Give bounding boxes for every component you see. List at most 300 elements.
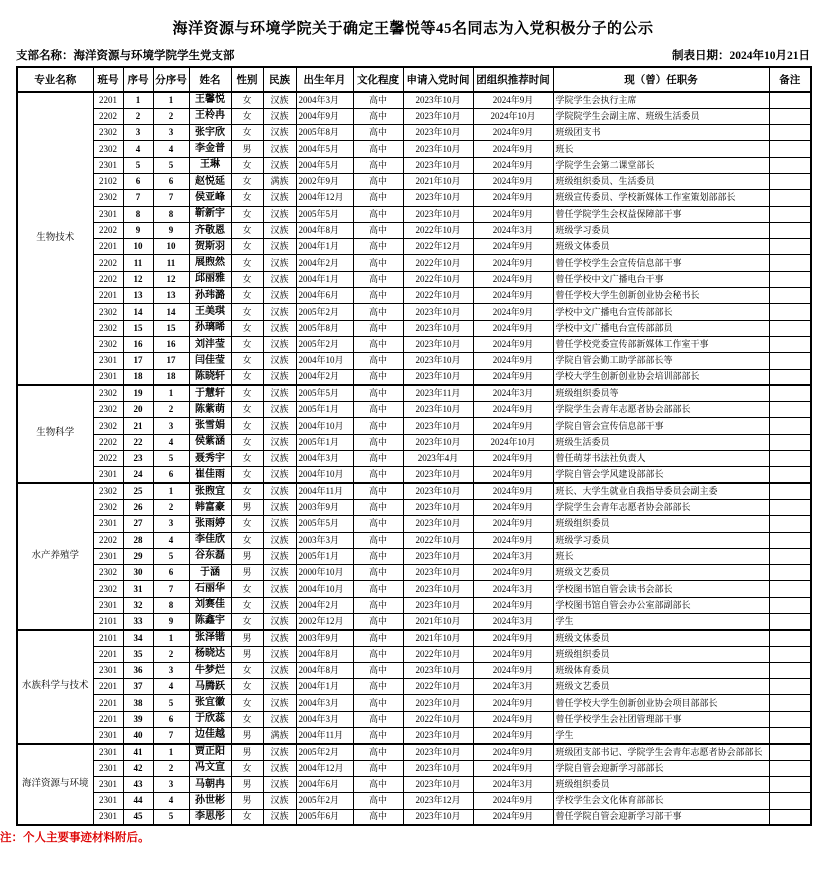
birth-cell: 2005年8月 <box>296 125 353 141</box>
seq-cell: 10 <box>123 239 153 255</box>
birth-cell: 2005年5月 <box>296 516 353 532</box>
birth-cell: 2005年2月 <box>296 304 353 320</box>
table-row <box>17 239 811 255</box>
name-cell: 孙璃晞 <box>189 320 231 336</box>
gender-cell: 男 <box>231 646 263 662</box>
table-row <box>17 516 811 532</box>
education-cell: 高中 <box>353 548 403 564</box>
name-cell: 侯紫涵 <box>189 434 231 450</box>
name-cell: 于欣蕊 <box>189 711 231 727</box>
class-cell: 2302 <box>93 581 123 597</box>
gender-cell: 女 <box>231 451 263 467</box>
table-row <box>17 157 811 173</box>
birth-cell: 2004年5月 <box>296 141 353 157</box>
apply-date-cell: 2023年10月 <box>403 320 473 336</box>
education-cell: 高中 <box>353 646 403 662</box>
apply-date-cell: 2023年10月 <box>403 125 473 141</box>
class-cell: 2302 <box>93 336 123 352</box>
name-cell: 刘赛佳 <box>189 597 231 613</box>
subseq-cell: 5 <box>153 157 189 173</box>
column-header: 班号 <box>93 67 123 92</box>
remark-cell <box>769 516 811 532</box>
class-cell: 2301 <box>93 744 123 760</box>
recommend-date-cell: 2024年9月 <box>473 288 553 304</box>
recommend-date-cell: 2024年9月 <box>473 630 553 646</box>
header-row <box>17 67 811 92</box>
name-cell: 谷东磊 <box>189 548 231 564</box>
birth-cell: 2003年9月 <box>296 499 353 515</box>
major-name-cell: 生物技术 <box>17 92 93 385</box>
education-cell: 高中 <box>353 125 403 141</box>
apply-date-cell: 2023年10月 <box>403 434 473 450</box>
education-cell: 高中 <box>353 695 403 711</box>
table-row <box>17 434 811 450</box>
ethnicity-cell: 汉族 <box>263 548 296 564</box>
seq-cell: 44 <box>123 793 153 809</box>
class-cell: 2202 <box>93 222 123 238</box>
apply-date-cell: 2023年10月 <box>403 336 473 352</box>
table-row <box>17 369 811 385</box>
remark-cell <box>769 222 811 238</box>
table-row <box>17 809 811 825</box>
subseq-cell: 17 <box>153 353 189 369</box>
column-header: 性别 <box>231 67 263 92</box>
ethnicity-cell: 汉族 <box>263 288 296 304</box>
birth-cell: 2004年8月 <box>296 662 353 678</box>
class-cell: 2202 <box>93 434 123 450</box>
recommend-date-cell: 2024年9月 <box>473 532 553 548</box>
remark-cell <box>769 141 811 157</box>
subseq-cell: 3 <box>153 662 189 678</box>
remark-cell <box>769 809 811 825</box>
gender-cell: 女 <box>231 597 263 613</box>
class-cell: 2302 <box>93 141 123 157</box>
birth-cell: 2005年2月 <box>296 744 353 760</box>
subseq-cell: 2 <box>153 402 189 418</box>
recommend-date-cell: 2024年3月 <box>473 548 553 564</box>
seq-cell: 31 <box>123 581 153 597</box>
seq-cell: 14 <box>123 304 153 320</box>
class-cell: 2301 <box>93 776 123 792</box>
seq-cell: 13 <box>123 288 153 304</box>
education-cell: 高中 <box>353 255 403 271</box>
gender-cell: 女 <box>231 809 263 825</box>
subseq-cell: 2 <box>153 499 189 515</box>
table-row <box>17 662 811 678</box>
recommend-date-cell: 2024年9月 <box>473 695 553 711</box>
class-cell: 2301 <box>93 662 123 678</box>
apply-date-cell: 2021年10月 <box>403 173 473 189</box>
table-row <box>17 108 811 124</box>
recommend-date-cell: 2024年9月 <box>473 711 553 727</box>
ethnicity-cell: 汉族 <box>263 320 296 336</box>
gender-cell: 女 <box>231 581 263 597</box>
subseq-cell: 12 <box>153 271 189 287</box>
name-cell: 李思彤 <box>189 809 231 825</box>
birth-cell: 2004年8月 <box>296 222 353 238</box>
ethnicity-cell: 汉族 <box>263 92 296 108</box>
class-cell: 2202 <box>93 108 123 124</box>
gender-cell: 女 <box>231 679 263 695</box>
name-cell: 牛梦烂 <box>189 662 231 678</box>
subseq-cell: 1 <box>153 385 189 401</box>
subseq-cell: 10 <box>153 239 189 255</box>
apply-date-cell: 2023年10月 <box>403 499 473 515</box>
birth-cell: 2004年9月 <box>296 108 353 124</box>
recommend-date-cell: 2024年9月 <box>473 809 553 825</box>
gender-cell: 女 <box>231 467 263 483</box>
apply-date-cell: 2021年10月 <box>403 630 473 646</box>
table-row <box>17 499 811 515</box>
seq-cell: 40 <box>123 728 153 744</box>
name-cell: 展煦然 <box>189 255 231 271</box>
apply-date-cell: 2023年10月 <box>403 516 473 532</box>
apply-date-cell: 2023年10月 <box>403 467 473 483</box>
remark-cell <box>769 173 811 189</box>
seq-cell: 42 <box>123 760 153 776</box>
gender-cell: 女 <box>231 483 263 499</box>
table-row <box>17 760 811 776</box>
major-name-cell: 生物科学 <box>17 385 93 483</box>
ethnicity-cell: 满族 <box>263 728 296 744</box>
education-cell: 高中 <box>353 630 403 646</box>
table-row <box>17 597 811 613</box>
table-row <box>17 125 811 141</box>
duty-cell: 班级宣传委员、学校新媒体工作室策划部部长 <box>553 190 769 206</box>
apply-date-cell: 2022年10月 <box>403 255 473 271</box>
branch-name-label: 支部名称：海洋资源与环境学院学生党支部 <box>16 50 235 62</box>
ethnicity-cell: 汉族 <box>263 304 296 320</box>
birth-cell: 2004年1月 <box>296 679 353 695</box>
column-header: 文化程度 <box>353 67 403 92</box>
seq-cell: 41 <box>123 744 153 760</box>
table-row <box>17 532 811 548</box>
table-row <box>17 271 811 287</box>
education-cell: 高中 <box>353 760 403 776</box>
duty-cell: 学院自管会学风建设部部长 <box>553 467 769 483</box>
birth-cell: 2004年10月 <box>296 467 353 483</box>
subseq-cell: 5 <box>153 809 189 825</box>
gender-cell: 女 <box>231 206 263 222</box>
ethnicity-cell: 汉族 <box>263 793 296 809</box>
remark-cell <box>769 565 811 581</box>
gender-cell: 男 <box>231 744 263 760</box>
gender-cell: 女 <box>231 320 263 336</box>
class-cell: 2201 <box>93 288 123 304</box>
remark-cell <box>769 125 811 141</box>
duty-cell: 班级学习委员 <box>553 532 769 548</box>
class-cell: 2302 <box>93 385 123 401</box>
ethnicity-cell: 汉族 <box>263 141 296 157</box>
ethnicity-cell: 汉族 <box>263 108 296 124</box>
name-cell: 陈鑫宇 <box>189 614 231 630</box>
recommend-date-cell: 2024年9月 <box>473 597 553 613</box>
birth-cell: 2005年5月 <box>296 385 353 401</box>
remark-cell <box>769 695 811 711</box>
ethnicity-cell: 汉族 <box>263 614 296 630</box>
ethnicity-cell: 汉族 <box>263 255 296 271</box>
name-cell: 齐敬恩 <box>189 222 231 238</box>
recommend-date-cell: 2024年9月 <box>473 369 553 385</box>
apply-date-cell: 2023年10月 <box>403 760 473 776</box>
duty-cell: 班级体育委员 <box>553 662 769 678</box>
class-cell: 2301 <box>93 760 123 776</box>
class-cell: 2301 <box>93 809 123 825</box>
remark-cell <box>769 614 811 630</box>
subseq-cell: 8 <box>153 206 189 222</box>
birth-cell: 2003年9月 <box>296 630 353 646</box>
education-cell: 高中 <box>353 173 403 189</box>
birth-cell: 2002年9月 <box>296 173 353 189</box>
seq-cell: 34 <box>123 630 153 646</box>
duty-cell: 学校图书馆自管会读书会部长 <box>553 581 769 597</box>
birth-cell: 2005年1月 <box>296 548 353 564</box>
birth-cell: 2004年10月 <box>296 353 353 369</box>
table-row <box>17 630 811 646</box>
subseq-cell: 9 <box>153 222 189 238</box>
remark-cell <box>769 92 811 108</box>
gender-cell: 男 <box>231 141 263 157</box>
table-row <box>17 548 811 564</box>
gender-cell: 女 <box>231 125 263 141</box>
apply-date-cell: 2023年10月 <box>403 565 473 581</box>
duty-cell: 曾任萌芽书法社负责人 <box>553 451 769 467</box>
education-cell: 高中 <box>353 157 403 173</box>
gender-cell: 女 <box>231 711 263 727</box>
subseq-cell: 2 <box>153 760 189 776</box>
education-cell: 高中 <box>353 711 403 727</box>
name-cell: 孙世彬 <box>189 793 231 809</box>
recommend-date-cell: 2024年9月 <box>473 157 553 173</box>
remark-cell <box>769 190 811 206</box>
ethnicity-cell: 汉族 <box>263 776 296 792</box>
seq-cell: 25 <box>123 483 153 499</box>
ethnicity-cell: 汉族 <box>263 418 296 434</box>
recommend-date-cell: 2024年3月 <box>473 385 553 401</box>
recommend-date-cell: 2024年9月 <box>473 565 553 581</box>
name-cell: 边佳越 <box>189 728 231 744</box>
name-cell: 王琳 <box>189 157 231 173</box>
education-cell: 高中 <box>353 532 403 548</box>
remark-cell <box>769 434 811 450</box>
name-cell: 于慧轩 <box>189 385 231 401</box>
info-row <box>16 47 810 63</box>
gender-cell: 女 <box>231 222 263 238</box>
class-cell: 2302 <box>93 418 123 434</box>
education-cell: 高中 <box>353 92 403 108</box>
class-cell: 2301 <box>93 516 123 532</box>
column-header: 现（曾）任职务 <box>553 67 769 92</box>
apply-date-cell: 2023年12月 <box>403 793 473 809</box>
table-row <box>17 695 811 711</box>
ethnicity-cell: 汉族 <box>263 516 296 532</box>
table-row <box>17 190 811 206</box>
recommend-date-cell: 2024年9月 <box>473 304 553 320</box>
apply-date-cell: 2023年10月 <box>403 662 473 678</box>
name-cell: 靳新宇 <box>189 206 231 222</box>
recommend-date-cell: 2024年9月 <box>473 499 553 515</box>
apply-date-cell: 2023年10月 <box>403 157 473 173</box>
duty-cell: 学院学生会执行主席 <box>553 92 769 108</box>
seq-cell: 8 <box>123 206 153 222</box>
apply-date-cell: 2023年10月 <box>403 190 473 206</box>
recommend-date-cell: 2024年3月 <box>473 581 553 597</box>
duty-cell: 班级学习委员 <box>553 222 769 238</box>
apply-date-cell: 2023年10月 <box>403 728 473 744</box>
table-row <box>17 206 811 222</box>
birth-cell: 2004年10月 <box>296 418 353 434</box>
subseq-cell: 15 <box>153 320 189 336</box>
gender-cell: 男 <box>231 565 263 581</box>
ethnicity-cell: 满族 <box>263 173 296 189</box>
subseq-cell: 11 <box>153 255 189 271</box>
gender-cell: 男 <box>231 630 263 646</box>
ethnicity-cell: 汉族 <box>263 271 296 287</box>
remark-cell <box>769 597 811 613</box>
class-cell: 2302 <box>93 402 123 418</box>
education-cell: 高中 <box>353 581 403 597</box>
duty-cell: 班级组织委员等 <box>553 385 769 401</box>
recommend-date-cell: 2024年9月 <box>473 451 553 467</box>
name-cell: 张宇欣 <box>189 125 231 141</box>
seq-cell: 33 <box>123 614 153 630</box>
major-name-cell: 海洋资源与环境 <box>17 744 93 825</box>
ethnicity-cell: 汉族 <box>263 532 296 548</box>
apply-date-cell: 2023年10月 <box>403 581 473 597</box>
class-cell: 2302 <box>93 304 123 320</box>
subseq-cell: 3 <box>153 125 189 141</box>
duty-cell: 班长 <box>553 548 769 564</box>
seq-cell: 27 <box>123 516 153 532</box>
duty-cell: 班级组织委员 <box>553 516 769 532</box>
table-row <box>17 467 811 483</box>
table-row <box>17 222 811 238</box>
seq-cell: 23 <box>123 451 153 467</box>
ethnicity-cell: 汉族 <box>263 222 296 238</box>
seq-cell: 9 <box>123 222 153 238</box>
birth-cell: 2004年12月 <box>296 760 353 776</box>
column-header: 分序号 <box>153 67 189 92</box>
class-cell: 2301 <box>93 157 123 173</box>
education-cell: 高中 <box>353 288 403 304</box>
class-cell: 2301 <box>93 369 123 385</box>
name-cell: 陈紫萌 <box>189 402 231 418</box>
seq-cell: 29 <box>123 548 153 564</box>
class-cell: 2301 <box>93 353 123 369</box>
recommend-date-cell: 2024年9月 <box>473 190 553 206</box>
recommend-date-cell: 2024年9月 <box>473 744 553 760</box>
table-row <box>17 483 811 499</box>
seq-cell: 26 <box>123 499 153 515</box>
seq-cell: 24 <box>123 467 153 483</box>
remark-cell <box>769 255 811 271</box>
remark-cell <box>769 483 811 499</box>
seq-cell: 5 <box>123 157 153 173</box>
birth-cell: 2005年2月 <box>296 793 353 809</box>
class-cell: 2102 <box>93 173 123 189</box>
date-label: 制表日期：2024年10月21日 <box>672 50 810 62</box>
name-cell: 于涵 <box>189 565 231 581</box>
gender-cell: 女 <box>231 108 263 124</box>
gender-cell: 女 <box>231 418 263 434</box>
class-cell: 2202 <box>93 255 123 271</box>
education-cell: 高中 <box>353 141 403 157</box>
column-header: 备注 <box>769 67 811 92</box>
name-cell: 李金普 <box>189 141 231 157</box>
ethnicity-cell: 汉族 <box>263 353 296 369</box>
subseq-cell: 6 <box>153 565 189 581</box>
apply-date-cell: 2023年11月 <box>403 385 473 401</box>
table-row <box>17 451 811 467</box>
education-cell: 高中 <box>353 385 403 401</box>
recommend-date-cell: 2024年9月 <box>473 173 553 189</box>
education-cell: 高中 <box>353 369 403 385</box>
education-cell: 高中 <box>353 614 403 630</box>
birth-cell: 2004年5月 <box>296 157 353 173</box>
seq-cell: 6 <box>123 173 153 189</box>
recommend-date-cell: 2024年9月 <box>473 402 553 418</box>
gender-cell: 女 <box>231 614 263 630</box>
education-cell: 高中 <box>353 776 403 792</box>
gender-cell: 女 <box>231 239 263 255</box>
duty-cell: 曾任学校大学生创新创业协会秘书长 <box>553 288 769 304</box>
duty-cell: 学生 <box>553 614 769 630</box>
apply-date-cell: 2023年10月 <box>403 369 473 385</box>
table-row <box>17 565 811 581</box>
education-cell: 高中 <box>353 809 403 825</box>
column-header: 序号 <box>123 67 153 92</box>
remark-cell <box>769 662 811 678</box>
ethnicity-cell: 汉族 <box>263 760 296 776</box>
table-row <box>17 141 811 157</box>
duty-cell: 学院学生会第二课堂部长 <box>553 157 769 173</box>
duty-cell: 学院自管会勤工助学部部长等 <box>553 353 769 369</box>
duty-cell: 班级文艺委员 <box>553 679 769 695</box>
recommend-date-cell: 2024年9月 <box>473 516 553 532</box>
seq-cell: 17 <box>123 353 153 369</box>
table-row <box>17 711 811 727</box>
apply-date-cell: 2022年10月 <box>403 288 473 304</box>
name-cell: 李佳欣 <box>189 532 231 548</box>
education-cell: 高中 <box>353 597 403 613</box>
recommend-date-cell: 2024年9月 <box>473 336 553 352</box>
apply-date-cell: 2022年10月 <box>403 679 473 695</box>
apply-date-cell: 2023年10月 <box>403 809 473 825</box>
remark-cell <box>769 679 811 695</box>
name-cell: 张雨婷 <box>189 516 231 532</box>
education-cell: 高中 <box>353 434 403 450</box>
gender-cell: 女 <box>231 695 263 711</box>
seq-cell: 2 <box>123 108 153 124</box>
education-cell: 高中 <box>353 239 403 255</box>
subseq-cell: 18 <box>153 369 189 385</box>
duty-cell: 学院自管会宣传信息部干事 <box>553 418 769 434</box>
name-cell: 马朝冉 <box>189 776 231 792</box>
gender-cell: 男 <box>231 776 263 792</box>
name-cell: 贺斯羽 <box>189 239 231 255</box>
apply-date-cell: 2021年10月 <box>403 614 473 630</box>
birth-cell: 2004年1月 <box>296 271 353 287</box>
remark-cell <box>769 353 811 369</box>
birth-cell: 2004年11月 <box>296 728 353 744</box>
duty-cell: 班长 <box>553 141 769 157</box>
education-cell: 高中 <box>353 483 403 499</box>
ethnicity-cell: 汉族 <box>263 679 296 695</box>
remark-cell <box>769 744 811 760</box>
duty-cell: 班长、大学生就业自我指导委员会副主委 <box>553 483 769 499</box>
recommend-date-cell: 2024年9月 <box>473 92 553 108</box>
education-cell: 高中 <box>353 320 403 336</box>
